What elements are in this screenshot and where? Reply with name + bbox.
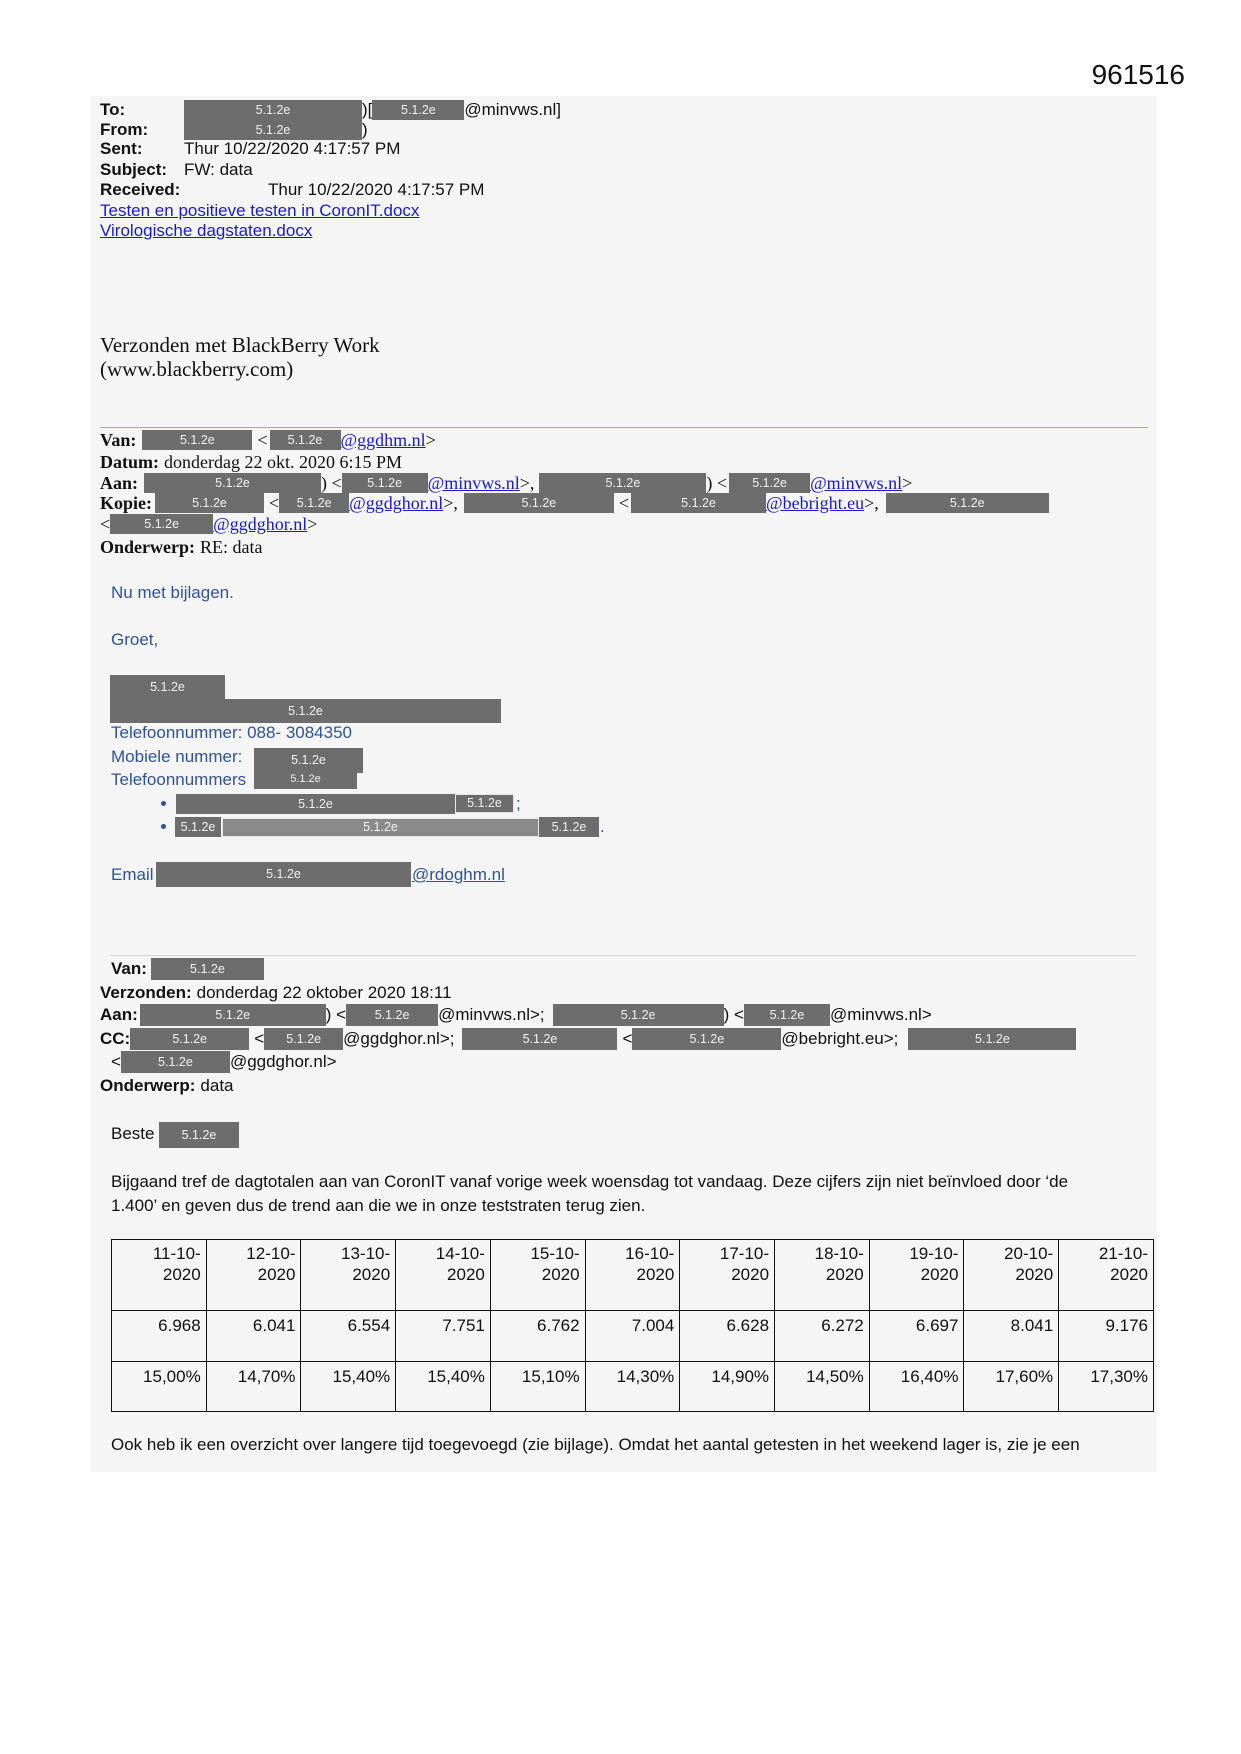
email-domain: @minvws.nl>;	[438, 1005, 545, 1024]
reply-kopie-label: Kopie:	[100, 493, 152, 513]
redaction-box: 5.1.2e	[110, 675, 225, 699]
redaction-box: 5.1.2e	[744, 1004, 830, 1026]
original-aan-label: Aan:	[100, 1005, 138, 1024]
redaction-box: 5.1.2e	[110, 514, 213, 534]
to-domain: @minvws.nl]	[464, 100, 561, 119]
original-verzonden-line	[100, 982, 452, 1004]
reply-datum-label: Datum:	[100, 452, 159, 472]
total-cell: 6.041	[206, 1311, 301, 1362]
reply-van-label: Van:	[100, 430, 137, 450]
redaction-box: 5.1.2e	[254, 770, 357, 789]
percentage-cell: 16,40%	[869, 1362, 964, 1412]
reply-message: Nu met bijlagen.	[111, 583, 234, 602]
date-cell	[869, 1240, 964, 1311]
redaction-box: 5.1.2e	[270, 430, 341, 450]
date-cell	[775, 1240, 870, 1311]
redaction-box: 5.1.2e	[176, 794, 455, 814]
percentage-cell: 15,10%	[490, 1362, 585, 1412]
percentage-cell: 15,40%	[396, 1362, 491, 1412]
sent-line	[100, 139, 400, 159]
percentage-cell: 17,30%	[1059, 1362, 1154, 1412]
date-cell	[680, 1240, 775, 1311]
reply-van-line	[100, 430, 436, 450]
reply-aan-line	[100, 473, 912, 493]
bullet-1-end: ;	[516, 794, 521, 813]
redaction-box: 5.1.2e	[175, 817, 221, 837]
daily-totals-table	[111, 1239, 1154, 1412]
reply-datum-value: donderdag 22 okt. 2020 6:15 PM	[164, 452, 402, 472]
redaction-box: 5.1.2e	[908, 1028, 1076, 1050]
date-cell	[206, 1240, 301, 1311]
angle-open: <	[100, 514, 111, 534]
percentage-cell: 17,60%	[964, 1362, 1059, 1412]
total-cell: 6.628	[680, 1311, 775, 1362]
redaction-box: 5.1.2e	[372, 100, 464, 120]
body-paragraph: Bijgaand tref de dagtotalen aan van CoronIT vanaf vorige week woensdag tot vandaag. Deze cijfers zijn niet beïnvloed door ‘de 1.400’ en geven dus de trend aan die we in onze teststraten terug zien.	[111, 1172, 1069, 1215]
redaction-box: 5.1.2e	[254, 748, 363, 773]
redaction-box: 5.1.2e	[539, 817, 599, 837]
redaction-box: 5.1.2e	[156, 862, 411, 887]
original-aan-line	[100, 1004, 932, 1026]
redaction-box: 5.1.2e	[142, 430, 252, 450]
percentage-cell: 15,00%	[112, 1362, 207, 1412]
subject-value: FW: data	[184, 160, 253, 179]
original-onderwerp-label: Onderwerp:	[100, 1076, 196, 1095]
to-line	[100, 100, 561, 120]
percentage-cell: 14,70%	[206, 1362, 301, 1412]
date-cell	[396, 1240, 491, 1311]
attachment-link-testen[interactable]: Testen en positieve testen in CoronIT.docx	[100, 201, 420, 220]
percentage-cell: 14,90%	[680, 1362, 775, 1412]
date-text: 13-10-​2020	[341, 1244, 391, 1284]
separator: >,	[443, 493, 458, 513]
email-domain-link[interactable]: @ggdhm.nl	[340, 430, 426, 450]
date-text: 15-10-​2020	[530, 1244, 580, 1284]
date-cell	[964, 1240, 1059, 1311]
date-text: 20-10-​2020	[1004, 1244, 1054, 1284]
from-suffix: )	[362, 120, 368, 139]
bullet-2-end: .	[600, 817, 605, 836]
date-header-row	[112, 1240, 1154, 1311]
email-domain: @ggdghor.nl>;	[343, 1029, 455, 1048]
sent-label: Sent:	[100, 139, 143, 158]
separator: >,	[519, 473, 535, 493]
date-cell	[301, 1240, 396, 1311]
received-label: Received:	[100, 180, 181, 199]
date-text: 21-10-​2020	[1098, 1244, 1148, 1284]
contact-email-domain-link[interactable]: @rdoghm.nl	[412, 865, 505, 884]
percentage-cell: 14,30%	[585, 1362, 680, 1412]
redaction-box: 5.1.2e	[151, 958, 264, 980]
total-cell: 6.554	[301, 1311, 396, 1362]
angle-open: <	[618, 493, 630, 513]
separator: >,	[864, 493, 879, 513]
total-cell: 7.004	[585, 1311, 680, 1362]
contact-email-label: Email	[111, 865, 154, 884]
subject-line	[100, 160, 253, 180]
redaction-box: 5.1.2e	[110, 699, 501, 723]
email-domain: @ggdghor.nl>	[229, 1052, 337, 1071]
contact-phone: Telefoonnummer: 088- 3084350	[111, 723, 352, 742]
redaction-box: 5.1.2e	[184, 120, 362, 140]
to-label: To:	[100, 100, 126, 119]
redaction-box: 5.1.2e	[886, 493, 1049, 513]
original-cc-line	[100, 1028, 1076, 1050]
date-text: 11-10-​2020	[152, 1244, 201, 1284]
redaction-box: 5.1.2e	[184, 100, 362, 120]
original-verzonden-value: donderdag 22 oktober 2020 18:11	[196, 983, 452, 1002]
reply-onderwerp-value: RE: data	[199, 537, 263, 557]
attachment-link-dagstaten[interactable]: Virologische dagstaten.docx	[100, 221, 313, 240]
reply-divider	[100, 427, 1148, 428]
redaction-box: 5.1.2e	[632, 1028, 781, 1050]
redaction-box: 5.1.2e	[464, 493, 614, 513]
received-value: Thur 10/22/2020 4:17:57 PM	[268, 180, 485, 199]
redaction-box: 5.1.2e	[121, 1051, 230, 1073]
total-cell: 9.176	[1059, 1311, 1154, 1362]
separator: ) <	[706, 473, 728, 493]
separator: ) <	[321, 473, 342, 493]
sent-value: Thur 10/22/2020 4:17:57 PM	[184, 139, 401, 158]
angle-open: <	[622, 1029, 633, 1048]
percentage-row	[112, 1362, 1154, 1412]
redaction-box: 5.1.2e	[155, 493, 264, 513]
redaction-box: 5.1.2e	[346, 1004, 438, 1026]
angle-open: <	[111, 1052, 121, 1071]
email-domain-link[interactable]: @minvws.nl	[810, 473, 903, 493]
date-cell	[112, 1240, 207, 1311]
angle-open: <	[254, 1029, 265, 1048]
original-van-label: Van:	[111, 959, 147, 978]
percentage-cell: 14,50%	[775, 1362, 870, 1412]
email-domain-link[interactable]: @minvws.nl	[427, 473, 520, 493]
reply-kopie-line	[100, 493, 1049, 513]
date-text: 18-10-​2020	[814, 1244, 864, 1284]
original-onderwerp-value: data	[200, 1076, 234, 1095]
email-domain-link[interactable]: @bebright.eu	[766, 493, 865, 513]
date-cell	[1059, 1240, 1154, 1311]
total-cell: 7.751	[396, 1311, 491, 1362]
closing-line: Ook heb ik een overzicht over langere tijd toegevoegd (zie bijlage). Omdat het aantal getesten in het weekend lager is, zie je een	[111, 1435, 1080, 1454]
reply-aan-label: Aan:	[100, 473, 139, 493]
signature-line: Verzonden met BlackBerry Work	[100, 333, 380, 357]
redaction-box: 5.1.2e	[553, 1004, 724, 1026]
contact-phones-label: Telefoonnummers	[111, 770, 247, 789]
angle-open: <	[269, 493, 280, 513]
total-cell: 6.272	[775, 1311, 870, 1362]
original-verzonden-label: Verzonden:	[100, 983, 192, 1002]
from-label: From:	[100, 120, 149, 139]
angle-close: >	[902, 473, 913, 493]
subject-label: Subject:	[100, 160, 168, 179]
date-text: 14-10-​2020	[435, 1244, 485, 1284]
separator: ) <	[325, 1005, 347, 1024]
angle-close: >	[425, 430, 436, 450]
total-cell: 6.697	[869, 1311, 964, 1362]
signature-url: (www.blackberry.com)	[100, 357, 294, 381]
separator: ) <	[723, 1005, 744, 1024]
reply-greeting: Groet,	[111, 630, 159, 649]
redaction-box: 5.1.2e	[539, 473, 706, 493]
email-domain-link[interactable]: @ggdghor.nl	[349, 493, 444, 513]
original-van-line	[111, 958, 264, 980]
bullet-icon	[161, 824, 166, 829]
redaction-box: 5.1.2e	[140, 1004, 326, 1026]
email-domain: @minvws.nl>	[829, 1005, 932, 1024]
date-cell	[585, 1240, 680, 1311]
bullet-icon	[161, 801, 166, 806]
totals-row	[112, 1311, 1154, 1362]
redaction-box: 5.1.2e	[631, 493, 766, 513]
angle-open: <	[257, 430, 268, 450]
received-line	[100, 180, 484, 200]
date-text: 16-10-​2020	[625, 1244, 675, 1284]
from-line	[100, 120, 368, 140]
total-cell: 8.041	[964, 1311, 1059, 1362]
redaction-box: 5.1.2e	[264, 1028, 343, 1050]
redaction-box: 5.1.2e	[144, 473, 321, 493]
redaction-box: 5.1.2e	[462, 1028, 617, 1050]
date-text: 17-10-​2020	[719, 1244, 770, 1284]
email-domain-link[interactable]: @ggdghor.nl	[213, 514, 308, 534]
reply-onderwerp-line	[100, 537, 262, 557]
original-message-divider	[110, 955, 1136, 956]
to-separator: )[	[362, 100, 373, 119]
redaction-box: 5.1.2e	[455, 794, 514, 813]
redaction-box: 5.1.2e	[159, 1122, 239, 1148]
redaction-box: 5.1.2e	[729, 473, 810, 493]
redaction-box: 5.1.2e	[130, 1028, 249, 1050]
redaction-box: 5.1.2e	[342, 473, 428, 493]
contact-mobile-label: Mobiele nummer:	[111, 747, 243, 766]
original-cc-label: CC:	[100, 1029, 131, 1048]
percentage-cell: 15,40%	[301, 1362, 396, 1412]
date-text: 12-10-​2020	[246, 1244, 296, 1284]
date-cell	[490, 1240, 585, 1311]
reply-kopie-continuation	[100, 514, 317, 534]
total-cell: 6.762	[490, 1311, 585, 1362]
redaction-box: 5.1.2e	[279, 493, 349, 513]
reply-datum-line	[100, 452, 402, 472]
original-onderwerp-line	[100, 1075, 234, 1097]
angle-close: >	[307, 514, 318, 534]
greeting: Beste	[111, 1124, 155, 1143]
original-cc-continuation	[111, 1051, 337, 1073]
reply-onderwerp-label: Onderwerp:	[100, 537, 195, 557]
total-cell: 6.968	[112, 1311, 207, 1362]
email-domain: @bebright.eu>;	[781, 1029, 899, 1048]
date-text: 19-10-​2020	[909, 1244, 959, 1284]
document-number: 961516	[1091, 59, 1185, 90]
redaction-box: 5.1.2e	[222, 818, 539, 837]
